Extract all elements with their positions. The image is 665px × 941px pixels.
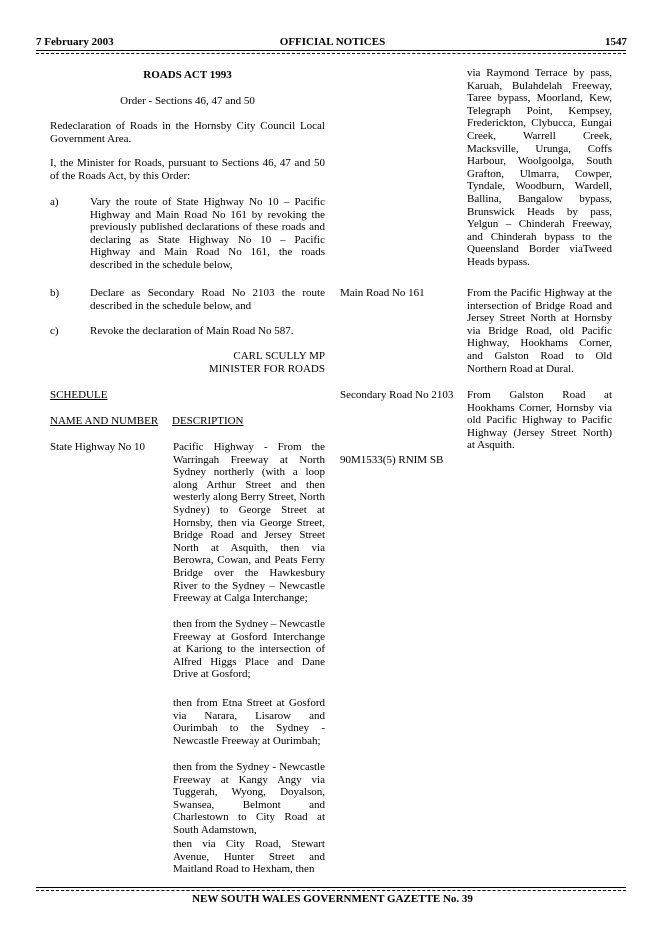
item-b-text: Declare as Secondary Road No 2103 the route described in the schedule below, and (90, 287, 325, 312)
footer-rule (36, 887, 626, 888)
header-rule (36, 50, 626, 51)
reference-code: 90M1533(5) RNIM SB (340, 454, 444, 466)
footer-rule-dashed (36, 890, 626, 891)
entry-name-main-road-161: Main Road No 161 (340, 287, 425, 299)
entry-desc-state-highway-10-part4: then from the Sydney - Newcastle Freeway at Kangy Angy via Tuggerah, Wyong, Doyalson, Swansea, Belmont and Charlestown to City Road at South Adamstown, (173, 761, 325, 836)
signatory-title: MINISTER FOR ROADS (208, 363, 325, 375)
entry-desc-state-highway-10-part2: then from the Sydney – Newcastle Freeway at Gosford Interchange at Kariong to the intersection of Alfred Higgs Place and Dane Drive at Gosford; (173, 618, 325, 681)
item-a-label: a) (50, 196, 59, 208)
schedule-heading: SCHEDULE (50, 389, 108, 401)
entry-desc-main-road-161: From the Pacific Highway at the intersection of Bridge Road and Jersey Street North at Hornsby via Bridge Road, old Pacific Highway, Hookhams Corner, and Galston Road to Old Northern Road at Dural. (467, 287, 612, 375)
signatory-name: CARL SCULLY MP (233, 350, 325, 362)
purpose-paragraph: Redeclaration of Roads in the Hornsby City Council Local Government Area. (50, 120, 325, 145)
item-c-text: Revoke the declaration of Main Road No 587. (90, 325, 294, 337)
item-a-text: Vary the route of State Highway No 10 – Pacific Highway and Main Road No 161 by revoking the previously published declarations of these roads and declaring as State Highway No 10 – Pacific Highway and Main Road No 161, the roads described in the schedule below, (90, 196, 325, 271)
header-rule-dashed (36, 53, 626, 54)
act-title: ROADS ACT 1993 (143, 69, 232, 81)
footer-gazette: NEW SOUTH WALES GOVERNMENT GAZETTE No. 39 (192, 893, 473, 905)
intro-paragraph: I, the Minister for Roads, pursuant to Sections 46, 47 and 50 of the Roads Act, by this Order: (50, 157, 325, 182)
item-c-label: c) (50, 325, 59, 337)
entry-desc-state-highway-10-part5: then via City Road, Stewart Avenue, Hunter Street and Maitland Road to Hexham, then (173, 838, 325, 876)
order-line: Order - Sections 46, 47 and 50 (120, 95, 255, 107)
item-b-label: b) (50, 287, 60, 299)
entry-desc-state-highway-10: Pacific Highway - From the Warringah Freeway at North Sydney northerly (with a loop along Arthur Street and then westerly along Berry Street, North Sydney) to George Street at Hornsby, then via George Street, Bridge Road and Jersey Street North at Asquith, then via Berowra, Cowan, and Peats Ferry Bridge over the Hawkesbury River to the Sydney – Newcastle Freeway at Calga Interchange; (173, 441, 325, 605)
entry-desc-state-highway-10-part3: then from Etna Street at Gosford via Narara, Lisarow and Ourimbah to the Sydney - Newcastle Freeway at Ourimbah; (173, 697, 325, 747)
column-heading-description: DESCRIPTION (172, 415, 244, 427)
entry-desc-secondary-road-2103: From Galston Road at Hookhams Corner, Hornsby via old Pacific Highway to Pacific Highway (Jersey Street North) at Asquith. (467, 389, 612, 452)
entry-name-state-highway-10: State Highway No 10 (50, 441, 146, 453)
entry-name-secondary-road-2103: Secondary Road No 2103 (340, 389, 454, 401)
column-heading-name: NAME AND NUMBER (50, 415, 159, 427)
header-page-number: 1547 (605, 36, 627, 48)
header-date: 7 February 2003 (36, 36, 114, 48)
header-section: OFFICIAL NOTICES (279, 36, 386, 48)
entry-desc-state-highway-10-continued: via Raymond Terrace by pass, Karuah, Bulahdelah Freeway, Taree bypass, Moorland, Kew, Telegraph Point, Kempsey, Frederickton, Clybucca, Eungai Creek, Warrell Creek, Macksville, Urunga, Coffs Harbour, Woolgoolga, South Grafton, Ulmarra, Cowper, Tyndale, Woodburn, Wardell, Ballina, Bangalow bypass, Brunswick Heads by pass, Yelgun – Chinderah Freeway, and Chinderah bypass to the Queensland Border viaTweed Heads bypass. (467, 67, 612, 268)
